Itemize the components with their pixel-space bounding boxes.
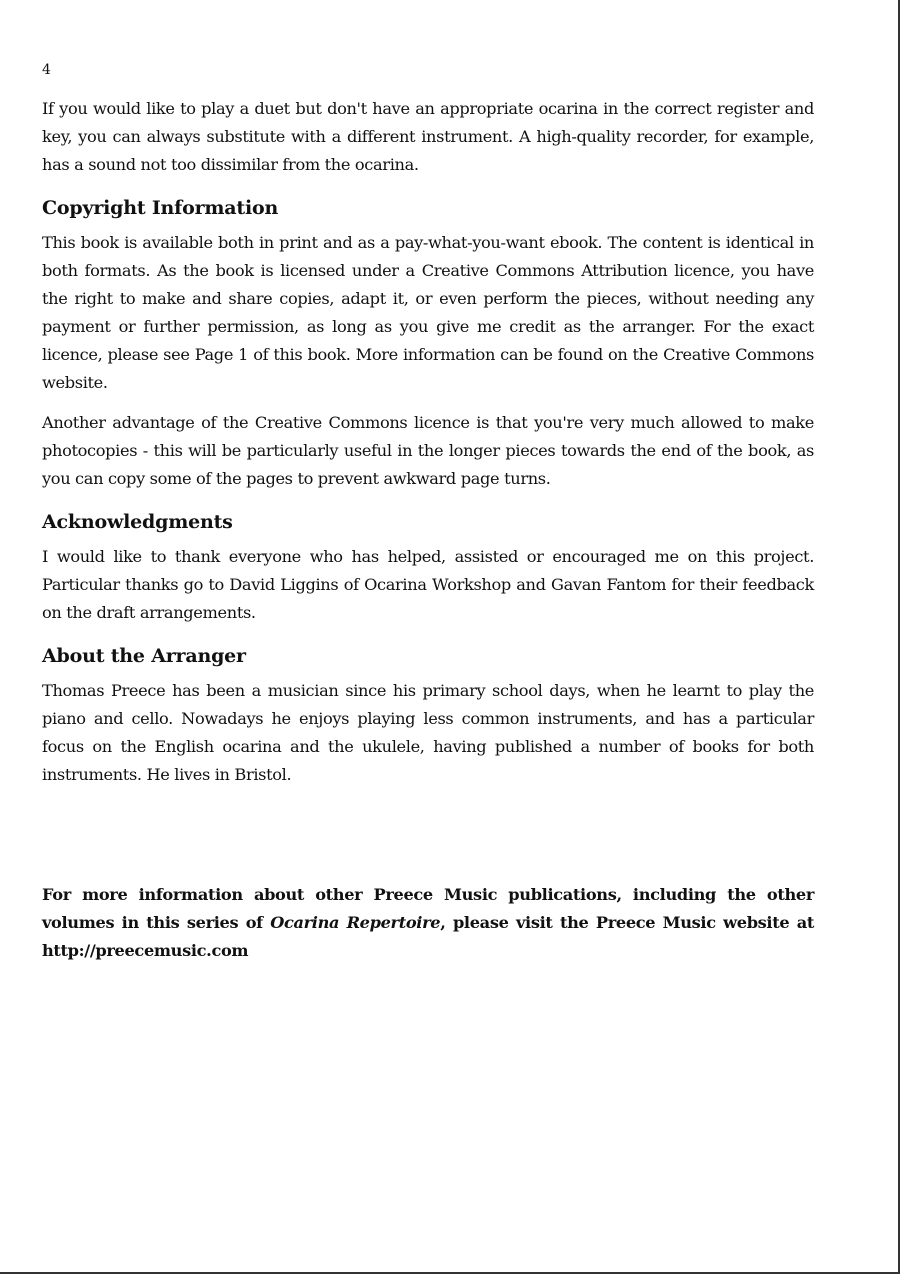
closing-text-after: , please visit the Preece Music website at http://preecemusic.com [42, 913, 815, 960]
page-number: 4 [42, 62, 51, 78]
copyright-paragraph-1: This book is available both in print and as a pay-what-you-want ebook. The content is identical in both formats. As the book is licensed under a Creative Commons Attribution licence, you have the right to make and share copies, adapt it, or even perform the pieces, without needing any payment or further permission, as long as you give me credit as the arranger. For the exact licence, please see Page 1 of this book. More information can be found on the Creative Commons website. [42, 233, 814, 392]
closing-text-before: For more information about other Preece Music publications, including the other volumes in this series of [42, 885, 814, 932]
closing-note [42, 881, 814, 965]
acknowledgments-paragraph: I would like to thank everyone who has helped, assisted or encouraged me on this project. Particular thanks go to David Liggins of Ocarina Workshop and Gavan Fantom for their feedback on the draft arrangements. [42, 547, 814, 622]
copyright-paragraph-2: Another advantage of the Creative Commons licence is that you're very much allowed to make photocopies - this will be particularly useful in the longer pieces towards the end of the book, as you can copy some of the pages to prevent awkward page turns. [42, 413, 814, 488]
copyright-heading: Copyright Information [42, 197, 279, 219]
page-content [42, 95, 814, 965]
intro-paragraph: If you would like to play a duet but don't have an appropriate ocarina in the correct register and key, you can always substitute with a different instrument. A high-quality recorder, for example, has a sound not too dissimilar from the ocarina. [42, 99, 814, 174]
about-arranger-paragraph: Thomas Preece has been a musician since his primary school days, when he learnt to play the piano and cello. Nowadays he enjoys playing less common instruments, and has a particular focus on the English ocarina and the ukulele, having published a number of books for both instruments. He lives in Bristol. [42, 681, 814, 784]
about-arranger-heading: About the Arranger [42, 645, 246, 667]
series-title: Ocarina Repertoire [270, 913, 441, 932]
acknowledgments-heading: Acknowledgments [42, 511, 233, 533]
